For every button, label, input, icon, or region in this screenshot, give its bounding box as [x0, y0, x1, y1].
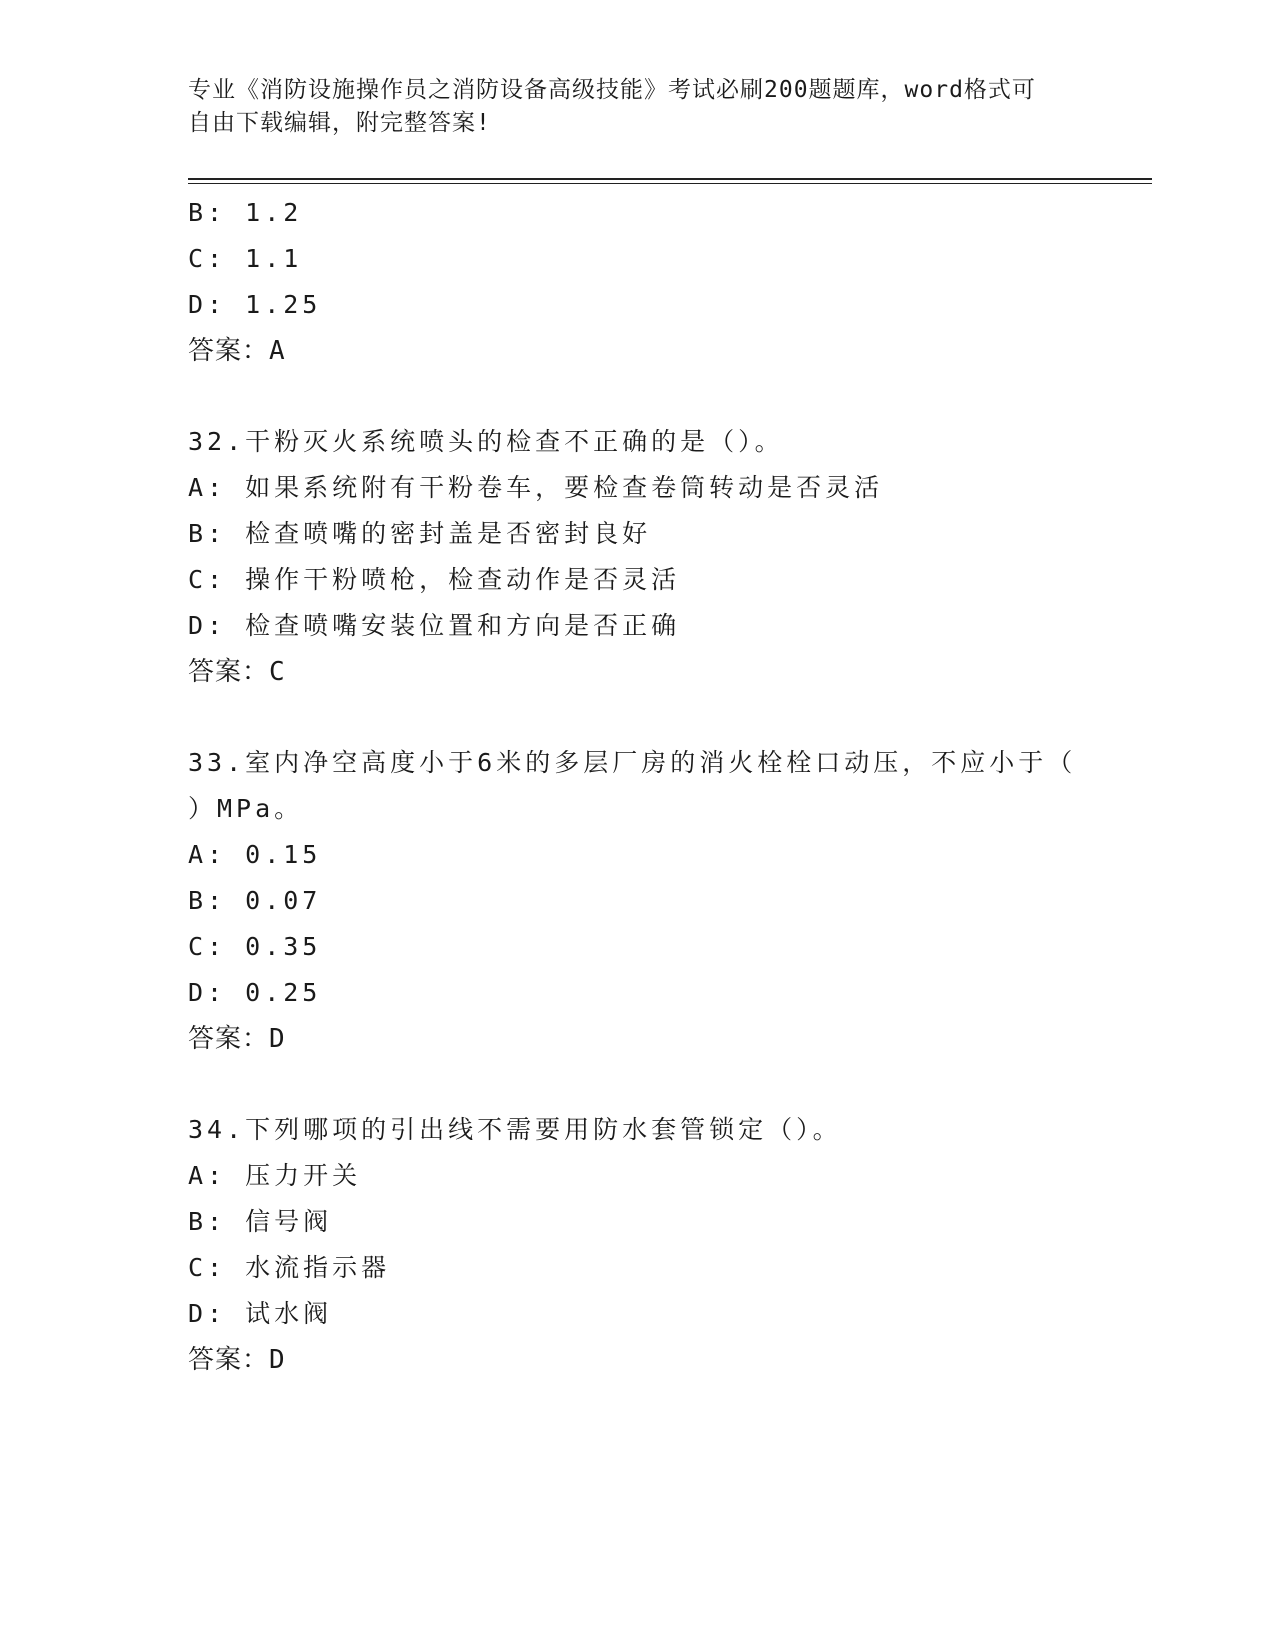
option-c: C: 水流指示器: [188, 1253, 391, 1282]
question-text: 34.下列哪项的引出线不需要用防水套管锁定（）。: [188, 1115, 842, 1144]
question-text-line-1: 33.室内净空高度小于6米的多层厂房的消火栓栓口动压，不应小于（: [188, 748, 1077, 777]
question-31-tail: [188, 190, 1088, 374]
document-header: [188, 74, 1088, 140]
option-b: B: 信号阀: [188, 1207, 333, 1236]
question-list: [188, 190, 1088, 1383]
option-d: D: 检查喷嘴安装位置和方向是否正确: [188, 611, 681, 640]
header-rule-thick: [188, 178, 1152, 180]
question-34: [188, 1107, 1088, 1383]
option-c: C: 0.35: [188, 932, 322, 961]
option-c: C: 1.1: [188, 244, 303, 273]
answer-text: 答案：A: [188, 336, 286, 366]
question-text: 32.干粉灭火系统喷头的检查不正确的是（）。: [188, 427, 784, 456]
option-a: A: 0.15: [188, 840, 322, 869]
option-b: B: 检查喷嘴的密封盖是否密封良好: [188, 519, 652, 548]
question-33: [188, 740, 1088, 1062]
option-b: B: 1.2: [188, 198, 303, 227]
answer-text: 答案：D: [188, 1024, 286, 1054]
answer-text: 答案：D: [188, 1345, 286, 1375]
option-d: D: 0.25: [188, 978, 322, 1007]
option-a: A: 压力开关: [188, 1161, 362, 1190]
answer-text: 答案：C: [188, 657, 286, 687]
header-rule-thin: [188, 183, 1152, 184]
option-c: C: 操作干粉喷枪，检查动作是否灵活: [188, 565, 681, 594]
option-d: D: 1.25: [188, 290, 322, 319]
header-line-2: 自由下载编辑，附完整答案!: [188, 110, 491, 136]
header-line-1: 专业《消防设施操作员之消防设备高级技能》考试必刷200题题库，word格式可: [188, 77, 1036, 103]
option-b: B: 0.07: [188, 886, 322, 915]
option-d: D: 试水阀: [188, 1299, 333, 1328]
question-text-line-2: ）MPa。: [188, 794, 304, 823]
option-a: A: 如果系统附有干粉卷车，要检查卷筒转动是否灵活: [188, 473, 884, 502]
question-32: [188, 419, 1088, 695]
